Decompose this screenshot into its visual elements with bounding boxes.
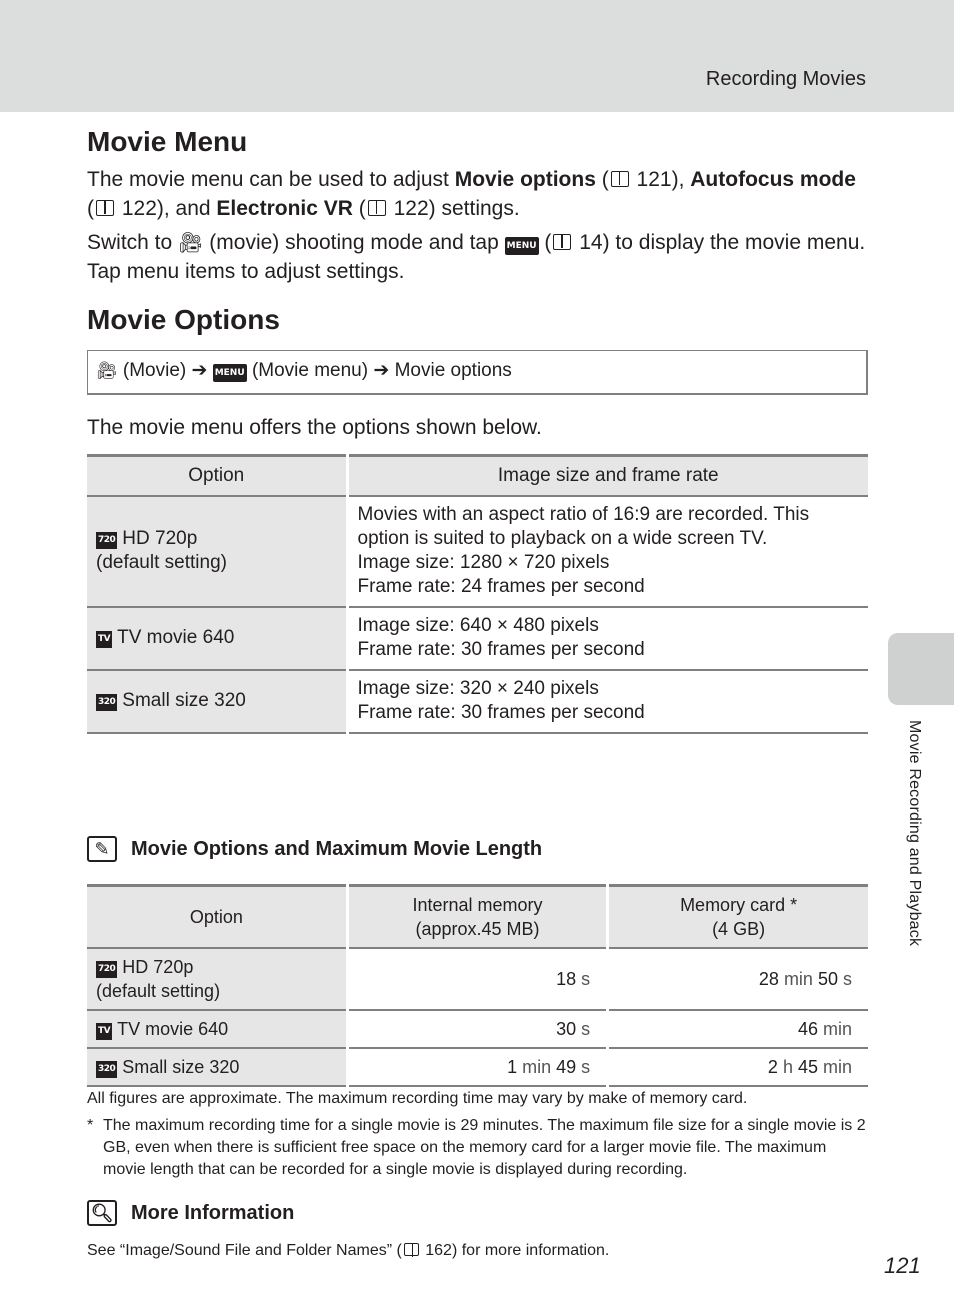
internal-memory-cell: 18 s bbox=[347, 948, 607, 1010]
movie-options-table bbox=[87, 454, 868, 734]
internal-memory-cell: 1 min 49 s bbox=[347, 1048, 607, 1086]
table-row bbox=[87, 1048, 868, 1086]
book-icon bbox=[96, 200, 114, 216]
note-heading: ✎ Movie Options and Maximum Movie Length bbox=[87, 836, 542, 862]
table-header: Internal memory (approx.45 MB) bbox=[347, 886, 607, 948]
page-number: 121 bbox=[884, 1253, 921, 1278]
side-tab bbox=[888, 633, 954, 705]
arrow-right-icon: ➔ bbox=[191, 360, 208, 381]
menu-icon: MENU bbox=[213, 364, 247, 382]
internal-memory-cell: 30 s bbox=[347, 1010, 607, 1048]
movie-length-table bbox=[87, 884, 868, 1087]
table-row bbox=[87, 607, 868, 670]
tv-movie-icon: TV bbox=[96, 631, 112, 648]
option-cell: 720 HD 720p (default setting) bbox=[87, 948, 347, 1010]
option-cell: TV TV movie 640 bbox=[87, 607, 347, 670]
book-icon bbox=[611, 171, 629, 187]
table-header-row bbox=[87, 886, 868, 948]
approximate-note: All figures are approximate. The maximum recording time may vary by make of memory card. bbox=[87, 1090, 748, 1107]
hd-720-icon: 720 bbox=[96, 532, 117, 549]
book-icon bbox=[368, 200, 386, 216]
small-size-icon: 320 bbox=[96, 1061, 117, 1078]
option-cell: TV TV movie 640 bbox=[87, 1010, 347, 1048]
movie-menu-title: Movie Menu bbox=[87, 126, 248, 157]
memory-card-cell: 2 h 45 min bbox=[608, 1048, 868, 1086]
book-icon bbox=[404, 1243, 419, 1256]
option-cell: 320 Small size 320 bbox=[87, 1048, 347, 1086]
table-row bbox=[87, 1010, 868, 1048]
description-cell: Image size: 320 × 240 pixels Frame rate: 30 frames per second bbox=[347, 670, 868, 733]
table-header-row bbox=[87, 456, 868, 496]
more-info-heading: 🔍︎ More Information bbox=[87, 1200, 294, 1226]
tv-movie-icon: TV bbox=[96, 1023, 112, 1040]
description-cell: Image size: 640 × 480 pixels Frame rate: 30 frames per second bbox=[347, 607, 868, 670]
table-header: Image size and frame rate bbox=[347, 456, 868, 496]
side-tab-label: Movie Recording and Playback bbox=[906, 720, 923, 947]
table-header: Option bbox=[87, 886, 347, 948]
table-row bbox=[87, 948, 868, 1010]
option-cell: 720 HD 720p (default setting) bbox=[87, 496, 347, 607]
table-row bbox=[87, 670, 868, 733]
more-info-text: See “Image/Sound File and Folder Names” ( 162) for more information. bbox=[87, 1242, 610, 1259]
table-row bbox=[87, 496, 868, 607]
menu-icon: MENU bbox=[505, 237, 539, 255]
magnifier-note-icon: 🔍︎ bbox=[87, 1200, 117, 1226]
movie-options-intro: The movie menu offers the options shown below. bbox=[87, 416, 542, 439]
footnote: * The maximum recording time for a single movie is 29 minutes. The maximum file size for a single movie is 2 GB, even when there is sufficient free space on the memory card for a larger movie file. The maximum movie length that can be recorded for a single movie is displayed during recording. bbox=[87, 1117, 866, 1178]
small-size-icon: 320 bbox=[96, 694, 117, 711]
memory-card-cell: 46 min bbox=[608, 1010, 868, 1048]
table-header: Memory card * (4 GB) bbox=[608, 886, 868, 948]
option-cell: 320 Small size 320 bbox=[87, 670, 347, 733]
memory-card-cell: 28 min 50 s bbox=[608, 948, 868, 1010]
description-cell: Movies with an aspect ratio of 16:9 are recorded. This option is suited to playback on a wide screen TV. Image size: 1280 × 720 pixels Frame rate: 24 frames per second bbox=[347, 496, 868, 607]
section-label: Recording Movies bbox=[705, 68, 866, 90]
movie-camera-icon: 🎥︎ bbox=[178, 230, 204, 254]
pencil-note-icon: ✎ bbox=[87, 836, 117, 862]
header-bar bbox=[0, 0, 954, 112]
arrow-right-icon: ➔ bbox=[373, 360, 390, 381]
movie-camera-icon: 🎥︎ bbox=[96, 361, 118, 381]
movie-menu-paragraph-2: Switch to 🎥︎ (movie) shooting mode and tap MENU ( 14) to display the movie menu. Tap menu items to adjust settings. bbox=[87, 230, 866, 283]
movie-menu-paragraph-1: The movie menu can be used to adjust Movie options ( 121), Autofocus mode ( 122), and Electronic VR ( 122) settings. bbox=[87, 168, 856, 220]
hd-720-icon: 720 bbox=[96, 961, 117, 978]
movie-options-title: Movie Options bbox=[87, 304, 280, 335]
book-icon bbox=[553, 234, 571, 250]
menu-path-box: 🎥︎ (Movie) ➔ MENU (Movie menu) ➔ Movie options bbox=[87, 350, 868, 395]
table-header: Option bbox=[87, 456, 347, 496]
